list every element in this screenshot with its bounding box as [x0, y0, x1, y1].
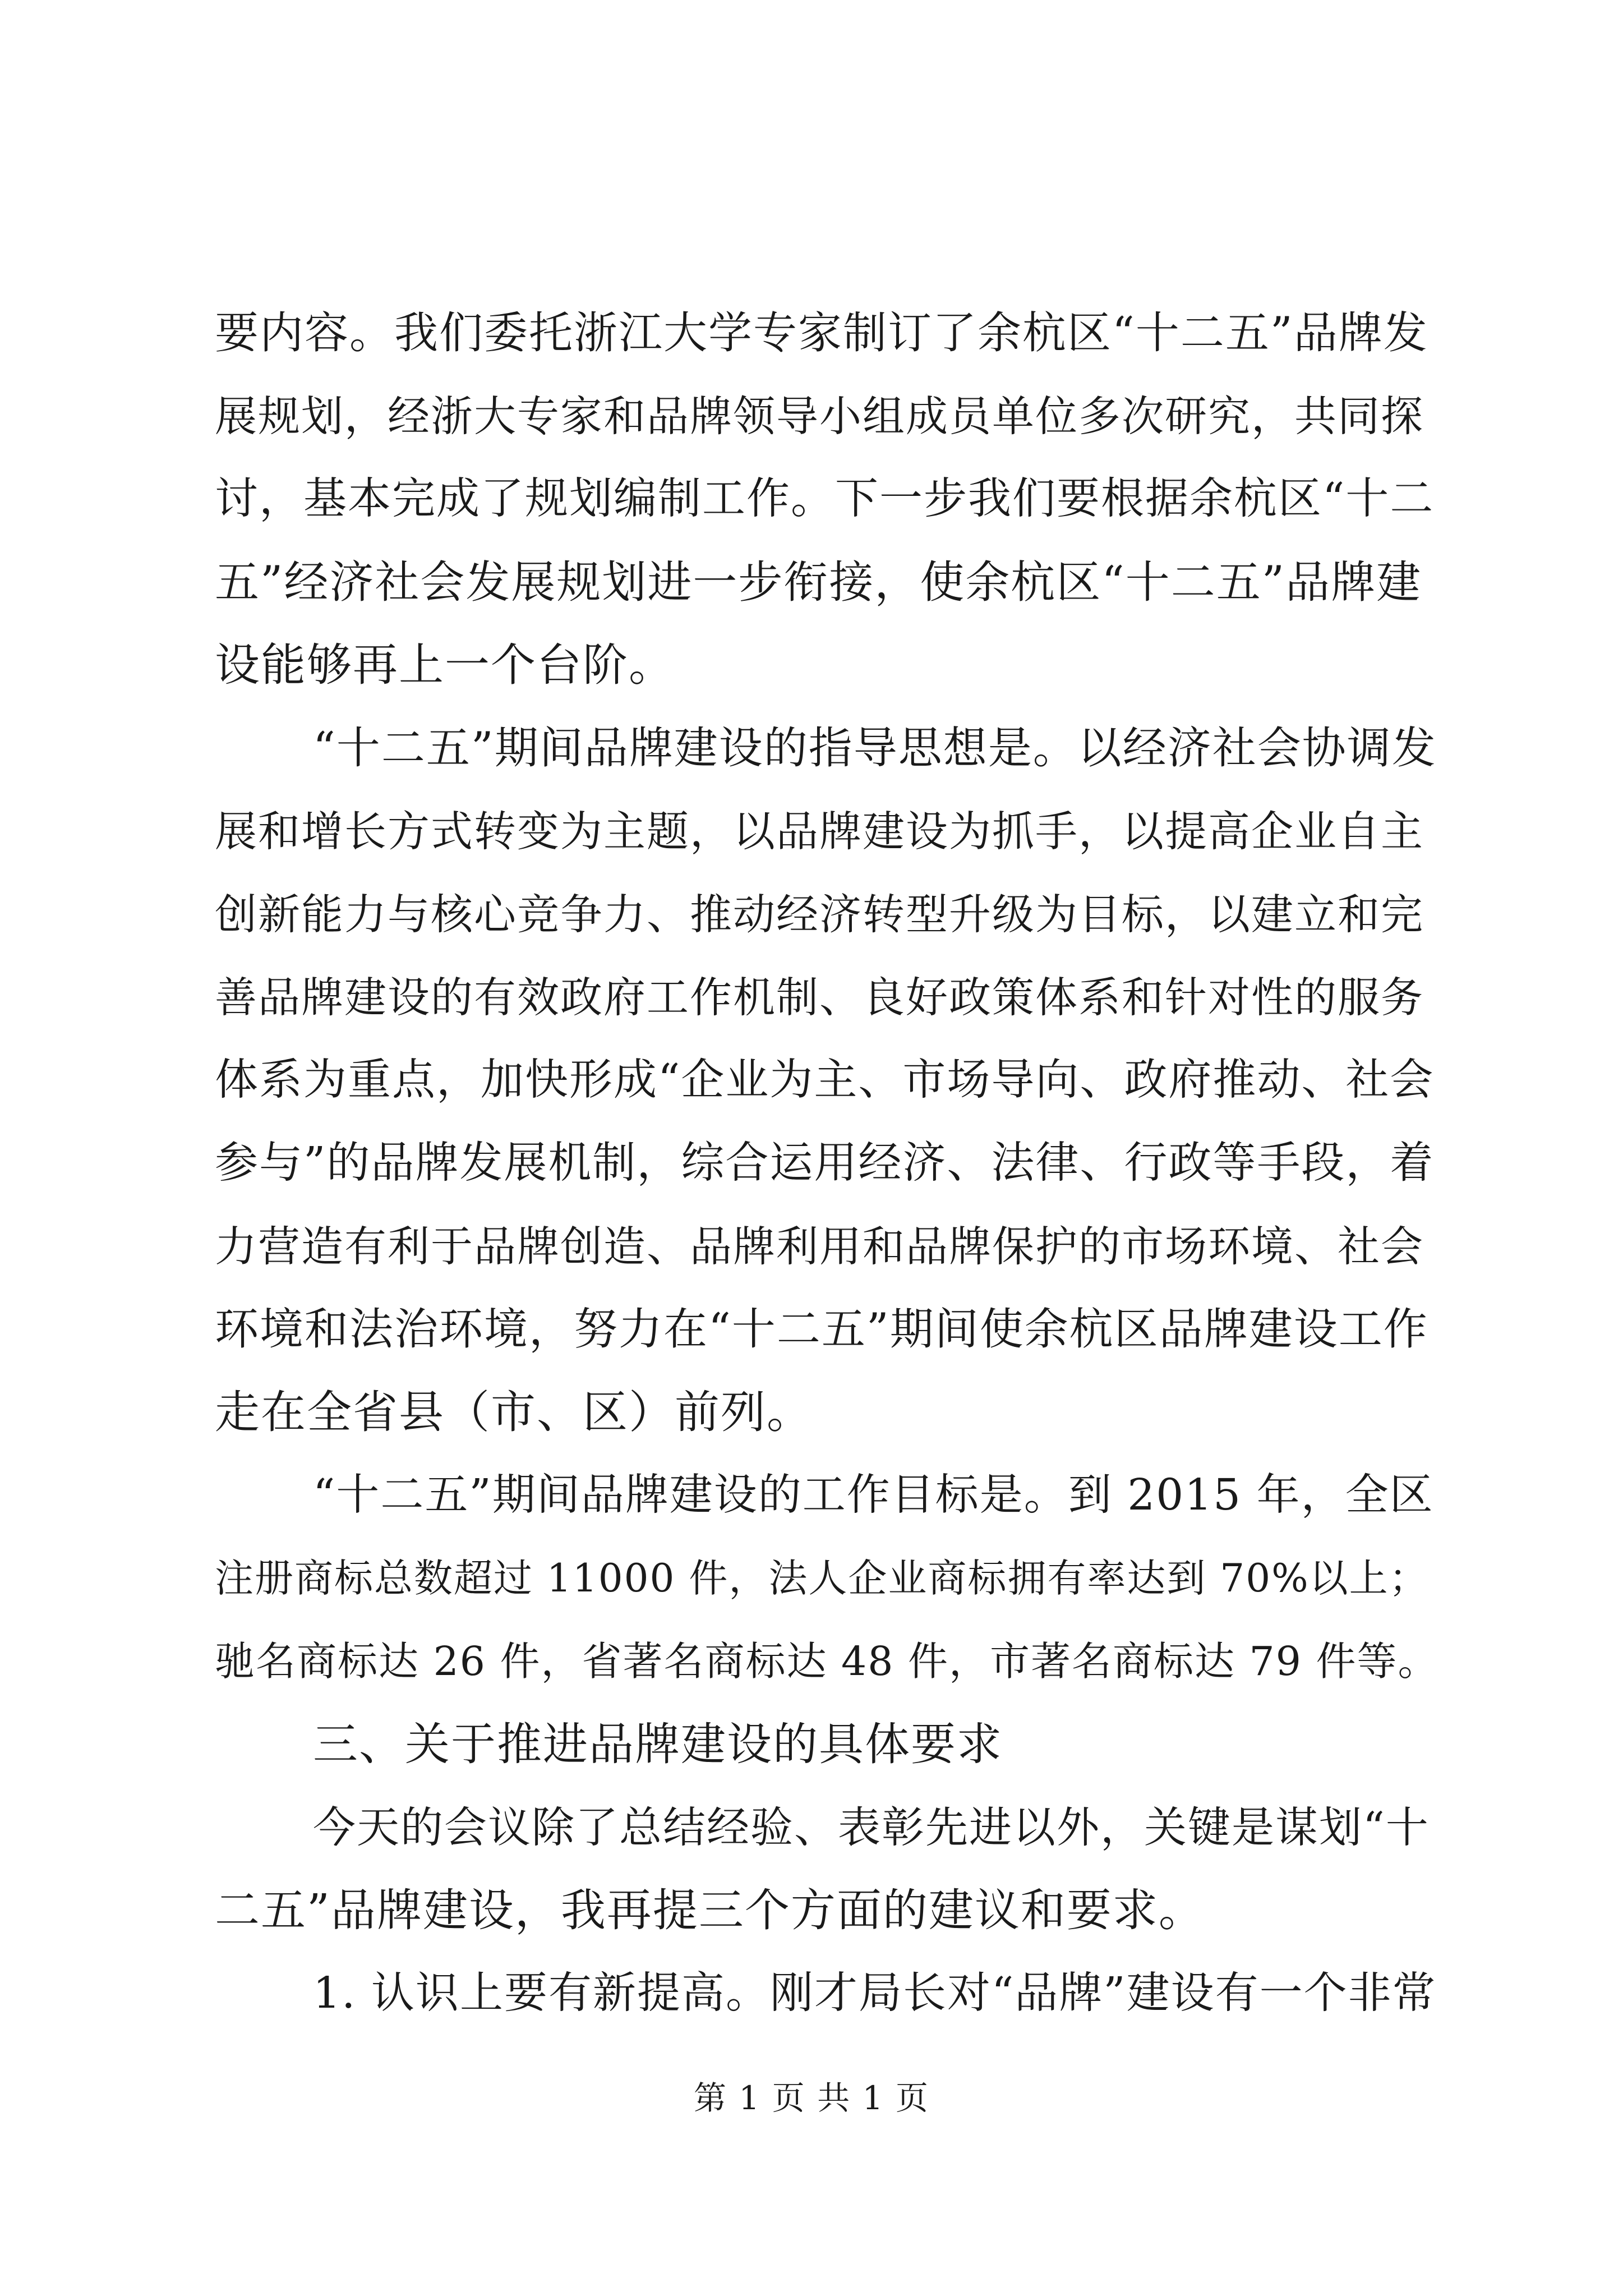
- text-line: 力营造有利于品牌创造、品牌利用和品牌保护的市场环境、社会: [215, 1222, 1424, 1271]
- text-line: 三、关于推进品牌建设的具体要求: [313, 1718, 1003, 1770]
- text-line: 体系为重点，加快形成“企业为主、市场导向、政府推动、社会: [215, 1055, 1435, 1105]
- text-line: 展和增长方式转变为主题，以品牌建设为抓手，以提高企业自主: [215, 807, 1424, 856]
- document-body: [215, 292, 1439, 2035]
- text-line: 今天的会议除了总结经验、表彰先进以外，关键是谋划“十: [313, 1802, 1430, 1852]
- page-footer: 第 1 页 共 1 页: [694, 2079, 929, 2117]
- text-line: 注册商标总数超过 11000 件，法人企业商标拥有率达到 70%以上；: [215, 1556, 1429, 1601]
- text-line: 讨，基本完成了规划编制工作。下一步我们要根据余杭区“十二: [215, 474, 1435, 524]
- text-line: “十二五”期间品牌建设的指导思想是。以经济社会协调发: [313, 723, 1437, 774]
- text-line: 设能够再上一个台阶。: [215, 639, 675, 691]
- text-line: 环境和法治环境，努力在“十二五”期间使余杭区品牌建设工作: [215, 1304, 1428, 1355]
- text-line: 五”经济社会发展规划进一步衔接，使余杭区“十二五”品牌建: [215, 556, 1422, 608]
- text-line: “十二五”期间品牌建设的工作目标是。到 2015 年，全区: [313, 1470, 1434, 1520]
- text-line: 驰名商标达 26 件，省著名商标达 48 件，市著名商标达 79 件等。: [215, 1638, 1439, 1685]
- text-line: 走在全省县（市、区）前列。: [215, 1386, 813, 1438]
- text-line: 1. 认识上要有新提高。刚才局长对“品牌”建设有一个非常: [313, 1968, 1437, 2018]
- text-line: 展规划，经浙大专家和品牌领导小组成员单位多次研究，共同探: [215, 392, 1424, 441]
- text-line: 要内容。我们委托浙江大学专家制订了余杭区“十二五”品牌发: [215, 308, 1428, 358]
- text-line: 创新能力与核心竞争力、推动经济转型升级为目标，以建立和完: [215, 890, 1424, 939]
- text-line: 二五”品牌建设，我再提三个方面的建议和要求。: [215, 1884, 1205, 1936]
- text-line: 参与”的品牌发展机制，综合运用经济、法律、行政等手段，着: [215, 1138, 1435, 1188]
- text-line: 善品牌建设的有效政府工作机制、良好政策体系和针对性的服务: [215, 973, 1424, 1022]
